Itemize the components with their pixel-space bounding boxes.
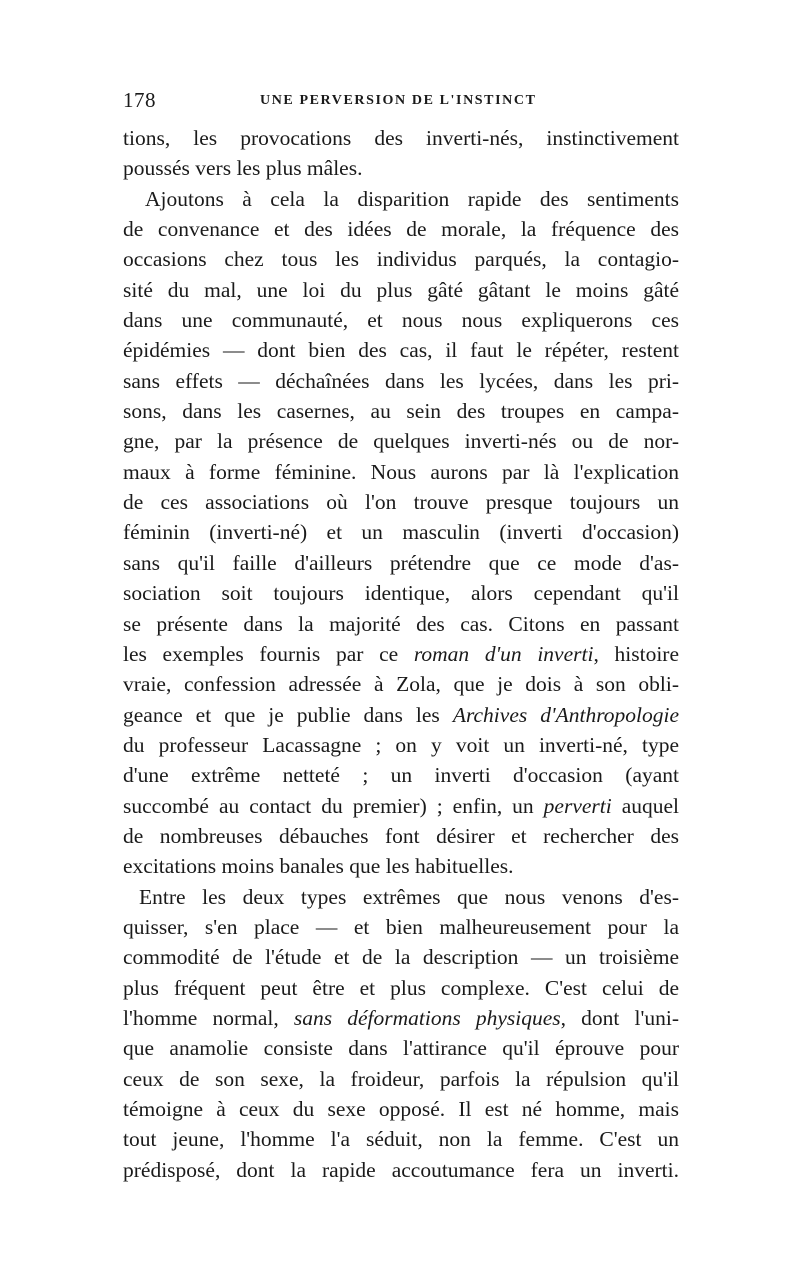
italic-title: roman d'un inverti: [413, 641, 594, 666]
text-line: [123, 1003, 679, 1033]
text-line: Ajoutons à cela la disparition rapide des sentiments: [145, 186, 679, 211]
text-line: sans effets — déchaînées dans les lycées, dans les pri-: [123, 368, 679, 393]
text-line: féminin (inverti-né) et un masculin (inverti d'occasion): [123, 520, 679, 545]
text-segment: , dont l'uni-: [560, 1005, 679, 1030]
text-line: sons, dans les casernes, au sein des troupes en campa-: [123, 399, 679, 424]
text-segment: succombé au contact du premier) ; enfin, un: [123, 793, 544, 818]
text-segment: auquel: [611, 793, 679, 818]
text-line: [123, 700, 679, 730]
text-line: excitations moins banales que les habituelles.: [123, 854, 514, 879]
text-line: tout jeune, l'homme l'a séduit, non la femme. C'est un: [123, 1127, 679, 1152]
text-line: sociation soit toujours identique, alors cependant qu'il: [123, 581, 679, 606]
text-line: poussés vers les plus mâles.: [123, 156, 363, 181]
text-line: de ces associations où l'on trouve presque toujours un: [123, 490, 679, 515]
text-line: de convenance et des idées de morale, la fréquence des: [123, 217, 679, 242]
italic-word: perverti: [543, 793, 612, 818]
text-line: ceux de son sexe, la froideur, parfois la répulsion qu'il: [123, 1066, 679, 1091]
page-number: 178: [123, 88, 156, 112]
text-line: tions, les provocations des inverti-nés, instinctivement: [123, 126, 679, 150]
text-line: se présente dans la majorité des cas. Citons en passant: [123, 611, 679, 636]
text-line: témoigne à ceux du sexe opposé. Il est né homme, mais: [123, 1097, 679, 1121]
text-line: vraie, confession adressée à Zola, que je dois à son obli-: [123, 672, 679, 697]
running-title: UNE PERVERSION DE L'INSTINCT: [260, 93, 537, 108]
text-line: quisser, s'en place — et bien malheureusement pour la: [123, 914, 679, 939]
text-line: occasions chez tous les individus parqués, la contagio-: [123, 247, 679, 272]
text-line: du professeur Lacassagne ; on y voit un inverti-né, type: [123, 732, 679, 757]
italic-phrase: sans déformations physiques: [293, 1005, 561, 1030]
text-line: de nombreuses débauches font désirer et rechercher des: [123, 823, 679, 848]
text-line: [123, 639, 679, 669]
text-line: sans qu'il faille d'ailleurs prétendre que ce mode d'as-: [123, 550, 679, 575]
text-line: [123, 791, 679, 821]
text-line: prédisposé, dont la rapide accoutumance fera un inverti.: [123, 1157, 679, 1182]
text-line: gne, par la présence de quelques inverti-nés ou de nor-: [123, 429, 679, 454]
text-line: Entre les deux types extrêmes que nous venons d'es-: [139, 884, 679, 909]
body-text: [123, 123, 679, 1185]
page-header: [123, 88, 679, 118]
text-line: commodité de l'étude et de la description — un troisième: [123, 945, 679, 970]
text-line: sité du mal, une loi du plus gâté gâtant le moins gâté: [123, 277, 679, 302]
text-segment: , histoire: [593, 641, 679, 666]
text-line: plus fréquent peut être et plus complexe. C'est celui de: [123, 975, 679, 1000]
text-segment: geance et que je publie dans les: [123, 702, 453, 727]
text-line: maux à forme féminine. Nous aurons par là l'explication: [123, 459, 679, 484]
text-segment: les exemples fournis par ce: [123, 641, 414, 666]
text-line: d'une extrême netteté ; un inverti d'occasion (ayant: [123, 763, 679, 788]
text-segment: l'homme normal,: [123, 1005, 294, 1030]
text-line: dans une communauté, et nous nous expliquerons ces: [123, 308, 679, 333]
text-line: que anamolie consiste dans l'attirance qu'il éprouve pour: [123, 1036, 679, 1061]
italic-title: Archives d'Anthropologie: [452, 702, 680, 727]
text-line: épidémies — dont bien des cas, il faut le répéter, restent: [123, 338, 679, 363]
